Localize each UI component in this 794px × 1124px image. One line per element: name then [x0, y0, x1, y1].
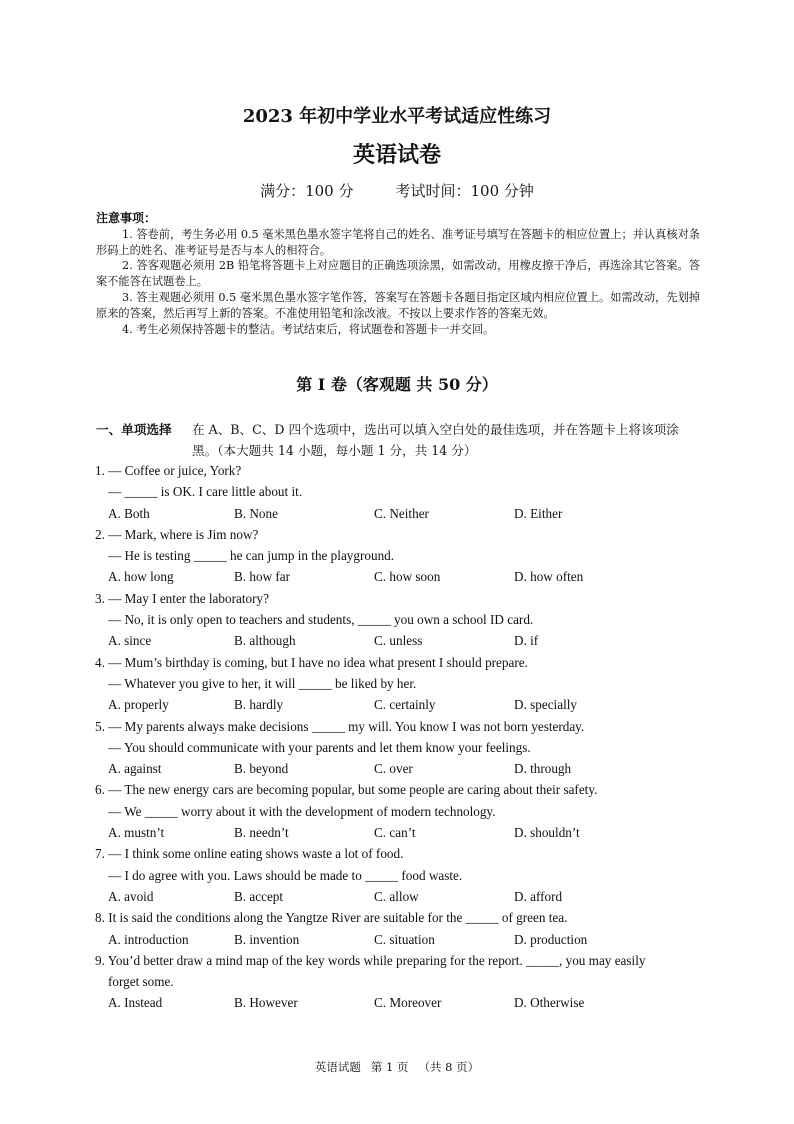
part-title: 第 I 卷（客观题 共 50 分）	[296, 375, 498, 394]
option-c: C. Neither	[374, 505, 429, 521]
section-label: 一、单项选择	[96, 422, 172, 437]
question-response: — I do agree with you. Laws should be made to _____ food waste.	[108, 867, 463, 883]
option-row	[95, 503, 705, 524]
option-row	[95, 630, 705, 651]
exam-time: 考试时间：100 分钟	[395, 182, 534, 200]
option-c: C. over	[374, 761, 413, 777]
option-d: D. specially	[514, 697, 577, 713]
section-instruction: 在 A、B、C、D 四个选项中，选出可以填入空白处的最佳选项，并在答题卡上将该项涂黑。（本大题共 14 小题，每小题 1 分，共 14 分）	[192, 422, 679, 458]
option-c: C. situation	[374, 931, 435, 947]
exam-title: 2023 年初中学业水平考试适应性练习	[242, 106, 552, 127]
question-stem: 3. — May I enter the laboratory?	[95, 590, 269, 606]
question	[95, 907, 705, 950]
subject-title: 英语试卷	[352, 142, 441, 168]
option-a: A. introduction	[108, 931, 189, 947]
option-c: C. can’t	[374, 825, 416, 841]
full-score: 满分：100 分	[260, 182, 354, 200]
option-a: A. how long	[108, 569, 174, 585]
option-d: D. if	[514, 633, 539, 649]
option-b: B. invention	[234, 931, 300, 947]
question-list	[95, 460, 705, 1014]
question-response: — Whatever you give to her, it will _____ be liked by her.	[108, 675, 417, 691]
question-stem-continued: forget some.	[108, 974, 174, 990]
score-time-line	[0, 180, 794, 202]
question	[95, 716, 705, 780]
option-d: D. through	[514, 761, 572, 777]
option-a: A. mustn’t	[108, 825, 165, 841]
question	[95, 950, 705, 1014]
question-stem: 4. — Mum’s birthday is coming, but I have no idea what present I should prepare.	[95, 654, 528, 670]
question	[95, 460, 705, 524]
option-row	[95, 822, 705, 843]
question-response: — _____ is OK. I care little about it.	[108, 484, 303, 500]
question-stem: 6. — The new energy cars are becoming popular, but some people are caring about their safety.	[95, 782, 598, 798]
option-b: B. However	[234, 995, 298, 1011]
option-b: B. accept	[234, 888, 284, 904]
option-d: D. Either	[514, 505, 563, 521]
option-d: D. shouldn’t	[514, 825, 580, 841]
option-d: D. Otherwise	[514, 995, 585, 1011]
option-c: C. unless	[374, 633, 423, 649]
question-response: — He is testing _____ he can jump in the playground.	[108, 548, 395, 564]
option-a: A. properly	[108, 697, 169, 713]
question-stem: 8. It is said the conditions along the Yangtze River are suitable for the _____ of green tea.	[95, 910, 568, 926]
option-c: C. certainly	[374, 697, 436, 713]
option-c: C. allow	[374, 888, 419, 904]
notes-block	[96, 211, 700, 337]
question-stem: 2. — Mark, where is Jim now?	[95, 526, 259, 542]
question	[95, 588, 705, 652]
question-response: — No, it is only open to teachers and students, _____ you own a school ID card.	[108, 612, 534, 628]
option-a: A. Instead	[108, 995, 163, 1011]
option-b: B. beyond	[234, 761, 289, 777]
option-row	[95, 992, 705, 1013]
option-c: C. Moreover	[374, 995, 442, 1011]
option-d: D. production	[514, 931, 588, 947]
question	[95, 779, 705, 843]
question-stem: 1. — Coffee or juice, York?	[95, 463, 242, 478]
question-stem: 9. You’d better draw a mind map of the key words while preparing for the report. _____, you may easily	[95, 952, 646, 968]
option-a: A. avoid	[108, 888, 154, 904]
option-c: C. how soon	[374, 569, 441, 585]
footer-subject: 英语试题	[314, 1060, 361, 1074]
question-response: — You should communicate with your parents and let them know your feelings.	[108, 739, 531, 755]
note-item: 1. 答卷前，考生务必用 0.5 毫米黑色墨水签字笔将自己的姓名、准考证号填写在答题卡的相应位置上；并认真核对条形码上的姓名、准考证号是否与本人的相符合。	[96, 227, 700, 257]
note-item: 4. 考生必须保持答题卡的整洁。考试结束后，将试题卷和答题卡一并交回。	[122, 322, 495, 336]
note-item: 2. 答客观题必须用 2B 铅笔将答题卡上对应题目的正确选项涂黑，如需改动，用橡皮擦干净后，再选涂其它答案。答案不能答在试题卷上。	[96, 259, 700, 289]
question-stem: 5. — My parents always make decisions _____ my will. You know I was not born yesterday.	[95, 718, 585, 734]
option-b: B. None	[234, 505, 278, 521]
footer-total: （共 8 页）	[418, 1060, 480, 1074]
option-a: A. against	[108, 761, 162, 777]
footer-page: 第 1 页	[370, 1060, 409, 1074]
option-b: B. needn’t	[234, 825, 289, 841]
question-response: — We _____ worry about it with the development of modern technology.	[108, 803, 496, 819]
question	[95, 652, 705, 716]
option-row	[95, 929, 705, 950]
page-footer	[0, 1058, 794, 1076]
option-d: D. afford	[514, 888, 563, 904]
option-row	[95, 886, 705, 907]
section-header	[96, 419, 700, 461]
option-b: B. how far	[234, 569, 291, 585]
option-d: D. how often	[514, 569, 584, 585]
option-row	[95, 758, 705, 779]
question	[95, 524, 705, 588]
notes-heading: 注意事项：	[96, 211, 157, 225]
note-item: 3. 答主观题必须用 0.5 毫米黑色墨水签字笔作答，答案写在答题卡各题目指定区域内相应位置上。如需改动，先划掉原来的答案，然后再写上新的答案。不准使用铅笔和涂改液。不按以上要求作答的答案无效。	[96, 290, 700, 320]
option-b: B. hardly	[234, 697, 284, 713]
option-a: A. Both	[108, 505, 150, 521]
option-row	[95, 566, 705, 587]
option-b: B. although	[234, 633, 296, 649]
option-row	[95, 694, 705, 715]
question	[95, 843, 705, 907]
option-a: A. since	[108, 633, 152, 649]
question-stem: 7. — I think some online eating shows waste a lot of food.	[95, 846, 404, 862]
